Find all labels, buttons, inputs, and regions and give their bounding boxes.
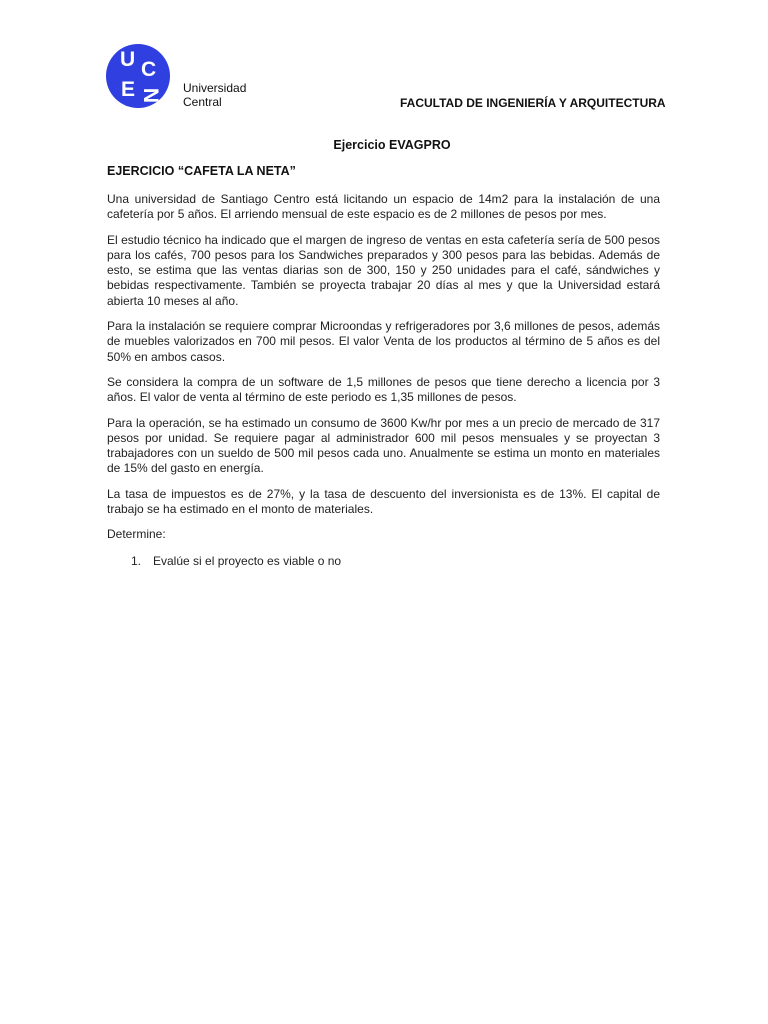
- paragraph-installation: Para la instalación se requiere comprar Microondas y refrigeradores por 3,6 millones de pesos, además de muebles valorizados en 700 mil pesos. El valor Venta de los productos al término de 5 años es del 50% en ambos casos.: [107, 319, 660, 364]
- document-title-row: [0, 138, 768, 152]
- university-name-line2: Central: [183, 95, 222, 109]
- logo-letter-e: E: [121, 78, 136, 101]
- task-number: 1.: [131, 553, 142, 568]
- exercise-title: EJERCICIO “CAFETA LA NETA”: [107, 164, 296, 178]
- university-name: [183, 81, 246, 109]
- paragraph-taxes: La tasa de impuestos es de 27%, y la tasa de descuento del inversionista es de 13%. El capital de trabajo se ha estimado en el monto de materiales.: [107, 486, 660, 517]
- task-list: [107, 554, 660, 569]
- logo-letter-n: N: [139, 87, 163, 104]
- paragraph-operation: Para la operación, se ha estimado un consumo de 3600 Kw/hr por mes a un precio de mercado de 317 pesos por unidad. Se requiere pagar al administrador 600 mil pesos mensuales y se proyectan 3 trabajadores con un sueldo de 500 mil pesos cada uno. Anualmente se estima un monto en materiales de 15% del gasto en energía.: [107, 415, 660, 476]
- document-title: Ejercicio EVAGPRO: [333, 138, 451, 152]
- paragraph-rental: Una universidad de Santiago Centro está licitando un espacio de 14m2 para la instalación de una cafetería por 5 años. El arriendo mensual de este espacio es de 2 millones de pesos por mes.: [107, 192, 660, 222]
- paragraph-software: Se considera la compra de un software de 1,5 millones de pesos que tiene derecho a licencia por 3 años. El valor de venta al término de este periodo es 1,35 millones de pesos.: [107, 374, 660, 405]
- document-body: [107, 192, 660, 569]
- list-item: [107, 554, 660, 569]
- university-logo: [106, 44, 170, 108]
- faculty-heading: FACULTAD DE INGENIERÍA Y ARQUITECTURA: [400, 96, 666, 110]
- paragraph-technical-study: El estudio técnico ha indicado que el margen de ingreso de ventas en esta cafetería sería de 500 pesos para los cafés, 700 pesos para los Sandwiches preparados y 300 pesos para las bebidas. Además de esto, se estima que las ventas diarias son de 300, 150 y 250 unidades para el café, sándwiches y bebidas respectivamente. También se proyecta trabajar 20 días al mes y que la Universidad estará abierta 10 meses al año.: [107, 232, 660, 308]
- determine-label: Determine:: [107, 527, 166, 542]
- logo-letter-c: C: [141, 58, 157, 81]
- logo-letter-u: U: [120, 48, 136, 71]
- university-name-line1: Universidad: [183, 81, 247, 95]
- task-text: Evalúe si el proyecto es viable o no: [153, 553, 342, 568]
